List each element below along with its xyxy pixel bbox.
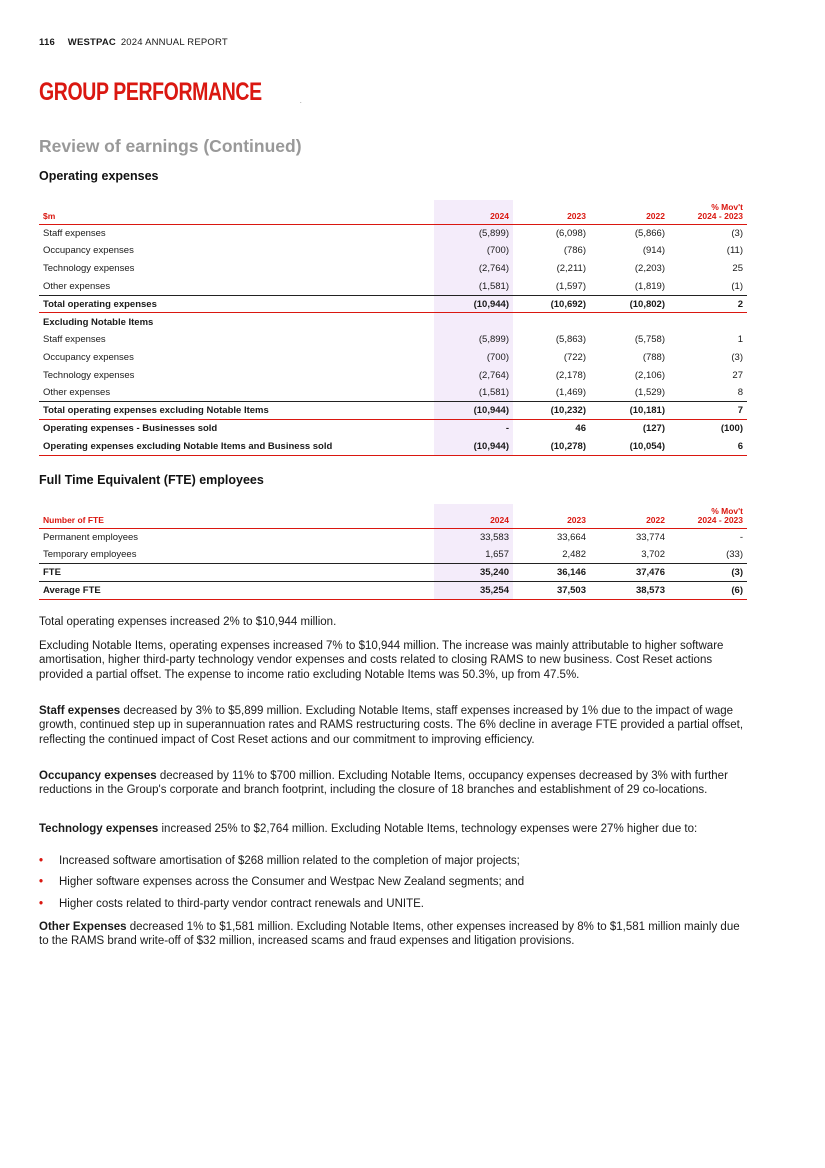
page-header xyxy=(39,37,228,48)
bullet-icon: • xyxy=(39,855,44,867)
opex-heading: Operating expenses xyxy=(39,169,159,183)
page-subtitle: Review of earnings (Continued) xyxy=(39,136,302,156)
column-header: 2024 xyxy=(434,504,513,528)
lead-technology-expenses: Technology expenses xyxy=(39,823,159,835)
column-header: 2023 xyxy=(513,200,590,224)
table-total-row: Operating expenses excluding Notable Items and Business sold (10,944) (10,278) (10,054) 6 xyxy=(39,438,747,456)
table-row: Staff expenses (5,899) (6,098) (5,866) (3) xyxy=(39,224,747,242)
table-row: Permanent employees 33,583 33,664 33,774 - xyxy=(39,528,747,546)
table-header-row xyxy=(39,504,747,528)
table-total-row: Average FTE 35,254 37,503 38,573 (6) xyxy=(39,581,747,599)
paragraph-excluding-notable: Excluding Notable Items, operating expenses increased 7% to $10,944 million. The increase was mainly attributable to higher software amortisation, higher third-party technology vendor expenses and costs related to closing RAMS to new business. Cost Reset actions provided a partial offset. The expense to income ratio excluding Notable Items was 50.3%, up from 47.5%. xyxy=(39,640,724,681)
column-header: 2022 xyxy=(590,504,669,528)
fte-heading: Full Time Equivalent (FTE) employees xyxy=(39,473,264,487)
column-header: 2024 xyxy=(434,200,513,224)
bullet-icon: • xyxy=(39,897,44,910)
column-header: % Mov't 2024 - 2023 xyxy=(669,504,747,528)
table-total-row: Total operating expenses excluding Notable Items (10,944) (10,232) (10,181) 7 xyxy=(39,402,747,420)
paragraph-staff-expenses: Staff expenses decreased by 3% to $5,899 million. Excluding Notable Items, staff expenses increased by 1% due to the impact of wage growth, continued step up in superannuation rates and RAMS restructuring costs. The 6% decline in average FTE provided a partial offset, reflecting the continued impact of Cost Reset actions and our commitment to improving efficiency. xyxy=(39,705,744,746)
table-total-row: Total operating expenses (10,944) (10,692) (10,802) 2 xyxy=(39,295,747,313)
table-subheader-row: Excluding Notable Items xyxy=(39,313,747,331)
column-header: Number of FTE xyxy=(39,504,434,528)
paragraph-total-opex: Total operating expenses increased 2% to $10,944 million. xyxy=(39,616,337,628)
section-title: GROUP PERFORMANCE xyxy=(39,78,262,106)
decorative-dot: . xyxy=(300,99,302,105)
brand-name: WESTPAC xyxy=(67,37,116,48)
page-number: 116 xyxy=(39,37,55,48)
table-row: Other expenses (1,581) (1,469) (1,529) 8 xyxy=(39,384,747,402)
table-total-row: FTE 35,240 36,146 37,476 (3) xyxy=(39,564,747,582)
paragraph-technology-expenses: Technology expenses increased 25% to $2,764 million. Excluding Notable Items, technology expenses were 27% higher due to: xyxy=(39,823,698,835)
lead-staff-expenses: Staff expenses xyxy=(39,705,121,717)
list-item: • Increased software amortisation of $268 million related to the completion of major projects; xyxy=(39,855,520,867)
table-row: Temporary employees 1,657 2,482 3,702 (33) xyxy=(39,546,747,564)
bullet-icon: • xyxy=(39,876,44,889)
operating-expenses-table xyxy=(39,200,747,456)
column-header: $m xyxy=(39,200,434,224)
table-row: Technology expenses (2,764) (2,178) (2,106) 27 xyxy=(39,366,747,384)
table-row: Technology expenses (2,764) (2,211) (2,203) 25 xyxy=(39,260,747,278)
lead-other-expenses: Other Expenses xyxy=(39,921,127,933)
technology-bullet-list xyxy=(39,854,749,918)
lead-occupancy-expenses: Occupancy expenses xyxy=(39,770,157,782)
column-header: 2022 xyxy=(590,200,669,224)
list-item: • Higher costs related to third-party vendor contract renewals and UNITE. xyxy=(39,897,424,910)
table-row: Operating expenses - Businesses sold - 46 (127) (100) xyxy=(39,420,747,438)
column-header: % Mov't 2024 - 2023 xyxy=(669,200,747,224)
paragraph-occupancy-expenses: Occupancy expenses decreased by 11% to $700 million. Excluding Notable Items, occupancy expenses decreased by 3% with further reductions in the Group's corporate and branch footprint, including the closure of 18 branches and establishment of 29 co-locations. xyxy=(39,770,728,797)
table-row: Staff expenses (5,899) (5,863) (5,758) 1 xyxy=(39,331,747,349)
table-row: Occupancy expenses (700) (722) (788) (3) xyxy=(39,349,747,367)
column-header: 2023 xyxy=(513,504,590,528)
paragraph-other-expenses: Other Expenses decreased 1% to $1,581 million. Excluding Notable Items, other expenses increased by 8% to $1,581 million mainly due to the RAMS brand write-off of $32 million, increased scams and fraud expenses and litigation provisions. xyxy=(39,921,740,948)
report-name: 2024 ANNUAL REPORT xyxy=(120,37,228,48)
table-row: Occupancy expenses (700) (786) (914) (11) xyxy=(39,242,747,260)
fte-table xyxy=(39,504,747,600)
table-header-row xyxy=(39,200,747,224)
list-item: • Higher software expenses across the Consumer and Westpac New Zealand segments; and xyxy=(39,876,525,889)
table-row: Other expenses (1,581) (1,597) (1,819) (1) xyxy=(39,277,747,295)
